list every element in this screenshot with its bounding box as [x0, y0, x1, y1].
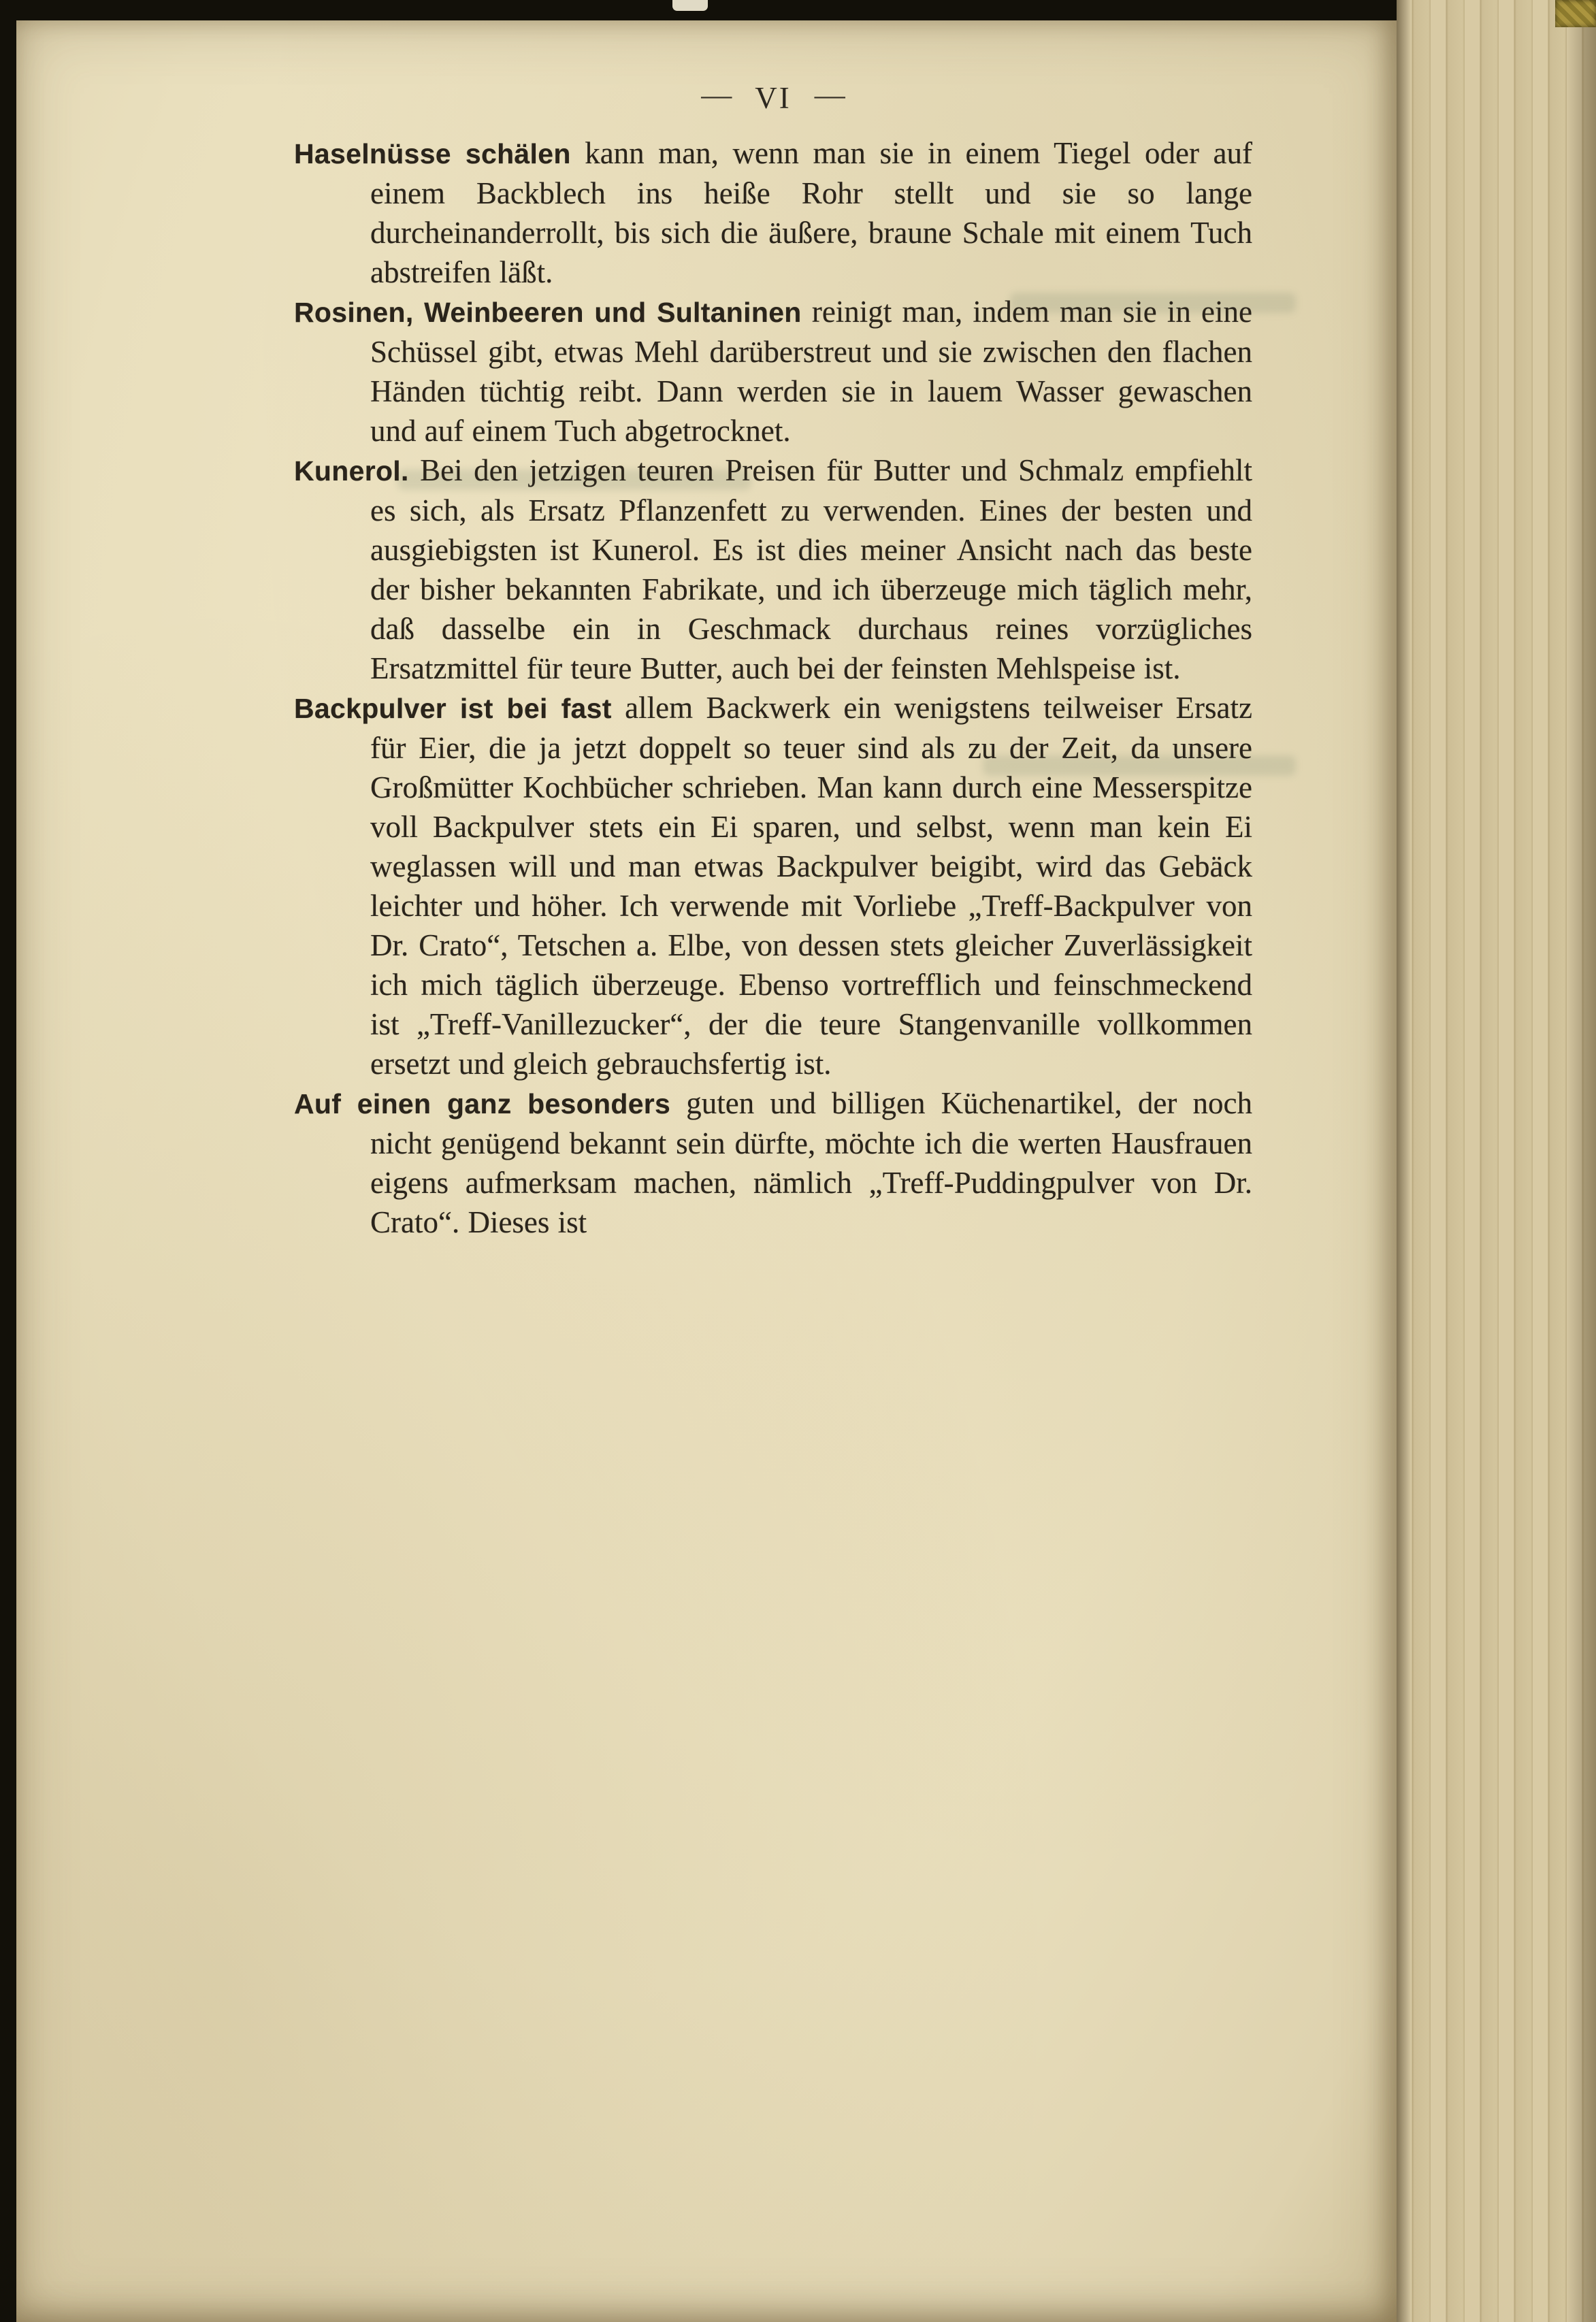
paragraph-lead: Backpulver ist bei fast — [294, 693, 612, 724]
page-content — [294, 80, 1252, 1242]
paragraph — [294, 133, 1252, 292]
page-number — [294, 80, 1252, 116]
paragraph-text: allem Backwerk ein wenigstens teilweiser Ersatz für Eier, die ja jetzt doppelt so teuer sind als zu der Zeit, da unsere Großmütter Kochbücher schrieben. Man kann durch eine Messerspitze voll Backpulver stets ein Ei sparen, und selbst, wenn man kein Ei weglassen will und man etwas Backpulver beigibt, wird das Gebäck leichter und höher. Ich verwende mit Vorliebe „Treff-Backpulver von Dr. Crato“, Tetschen a. Elbe, von dessen stets gleicher Zuverlässigkeit ich mich täglich überzeuge. Ebenso vortrefflich und feinschmeckend ist „Treff-Vanillezucker“, der die teure Stangenvanille vollkommen ersetzt und gleich gebrauchsfertig ist. — [370, 691, 1252, 1081]
paragraph-text: guten und billigen Küchenartikel, der noch nicht genügend bekannt sein dürfte, möchte ich die werten Hausfrauen eigens aufmerksam machen, nämlich „Treff-Puddingpulver von Dr. Crato“. Dieses ist — [370, 1086, 1252, 1239]
paragraph-lead: Kunerol. — [294, 455, 409, 487]
paragraph — [294, 1083, 1252, 1242]
cloth-bookmark — [1555, 0, 1596, 27]
paragraph-text: kann man, wenn man sie in einem Tiegel oder auf einem Backblech ins heiße Rohr stellt und sie so lange durcheinanderrollt, bis sich die äußere, braune Schale mit einem Tuch abstreifen läßt. — [370, 136, 1252, 289]
page-number-value: VI — [755, 81, 792, 115]
page-number-dash: — — [701, 78, 732, 112]
paragraph-lead: Auf einen ganz besonders — [294, 1088, 671, 1119]
paragraph-lead: Haselnüsse schälen — [294, 138, 571, 169]
paragraph — [294, 451, 1252, 688]
paragraph-text: reinigt man, indem man sie in eine Schüssel gibt, etwas Mehl darüberstreut und sie zwischen den flachen Händen tüchtig reibt. Dann werden sie in lauem Wasser gewaschen und auf einem Tuch abgetrocknet. — [370, 295, 1252, 448]
book-page-edges — [1397, 0, 1596, 2322]
book-page — [16, 20, 1397, 2322]
paragraph-lead: Rosinen, Weinbeeren und Sultaninen — [294, 297, 802, 328]
paragraph-text: Bei den jetzigen teuren Preisen für Butter und Schmalz empfiehlt es sich, als Ersatz Pflanzenfett zu verwenden. Eines der besten und ausgiebigsten ist Kunerol. Es ist dies meiner Ansicht nach das beste der bisher bekannten Fabrikate, und ich überzeuge mich täglich mehr, daß dasselbe ein in Geschmack durchaus reines vorzügliches Ersatzmittel für teure Butter, auch bei der feinsten Mehlspeise ist. — [370, 453, 1252, 685]
paragraph — [294, 292, 1252, 451]
page-number-dash: — — [814, 78, 845, 112]
paper-tab — [672, 0, 708, 11]
paragraph — [294, 688, 1252, 1083]
